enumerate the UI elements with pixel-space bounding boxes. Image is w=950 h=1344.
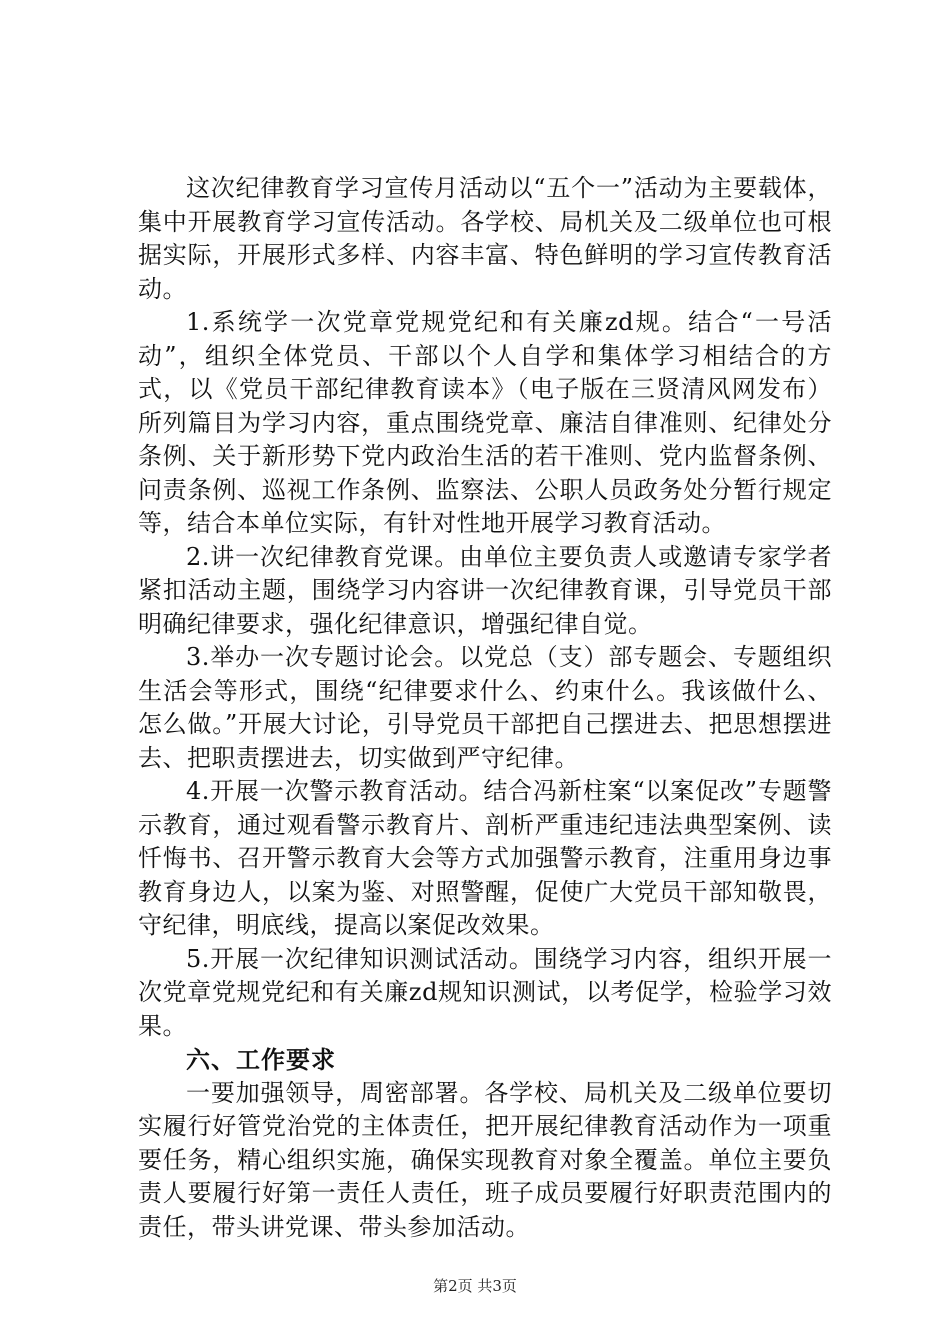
paragraph-requirements: 一要加强领导，周密部署。各学校、局机关及二级单位要切实履行好管党治党的主体责任，把开展纪律教育活动作为一项重要任务，精心组织实施，确保实现教育对象全覆盖。单位主要负责人要履行好第一责任人责任，班子成员要履行好职责范围内的责任，带头讲党课、带头参加活动。	[138, 1078, 832, 1241]
paragraph-intro: 这次纪律教育学习宣传月活动以“五个一”活动为主要载体，集中开展教育学习宣传活动。各学校、局机关及二级单位也可根据实际，开展形式多样、内容丰富、特色鲜明的学习宣传教育活动。	[138, 174, 832, 303]
paragraph-item-4: 4.开展一次警示教育活动。结合冯新柱案“以案促改”专题警示教育，通过观看警示教育片、剖析严重违纪违法典型案例、读忏悔书、召开警示教育大会等方式加强警示教育，注重用身边事教育身边人，以案为鉴、对照警醒，促使广大党员干部知敬畏，守纪律，明底线，提高以案促改效果。	[138, 777, 832, 939]
document-body	[138, 172, 832, 1244]
paragraph-item-2: 2.讲一次纪律教育党课。由单位主要负责人或邀请专家学者紧扣活动主题，围绕学习内容讲一次纪律教育课，引导党员干部明确纪律要求，强化纪律意识，增强纪律自觉。	[138, 542, 832, 638]
section-heading: 六、工作要求	[186, 1045, 336, 1074]
page-footer: 第2页 共3页	[433, 1277, 517, 1295]
paragraph-item-1: 1.系统学一次党章党规党纪和有关廉zd规。结合“一号活动”，组织全体党员、干部以个人自学和集体学习相结合的方式，以《党员干部纪律教育读本》（电子版在三贤清风网发布）所列篇目为学习内容，重点围绕党章、廉洁自律准则、纪律处分条例、关于新形势下党内政治生活的若干准则、党内监督条例、问责条例、巡视工作条例、监察法、公职人员政务处分暂行规定等，结合本单位实际，有针对性地开展学习教育活动。	[138, 308, 832, 537]
paragraph-item-3: 3.举办一次专题讨论会。以党总（支）部专题会、专题组织生活会等形式，围绕“纪律要求什么、约束什么。我该做什么、怎么做。”开展大讨论，引导党员干部把自己摆进去、把思想摆进去、把职责摆进去，切实做到严守纪律。	[138, 643, 832, 772]
paragraph-item-5: 5.开展一次纪律知识测试活动。围绕学习内容，组织开展一次党章党规党纪和有关廉zd规知识测试，以考促学，检验学习效果。	[138, 944, 832, 1040]
